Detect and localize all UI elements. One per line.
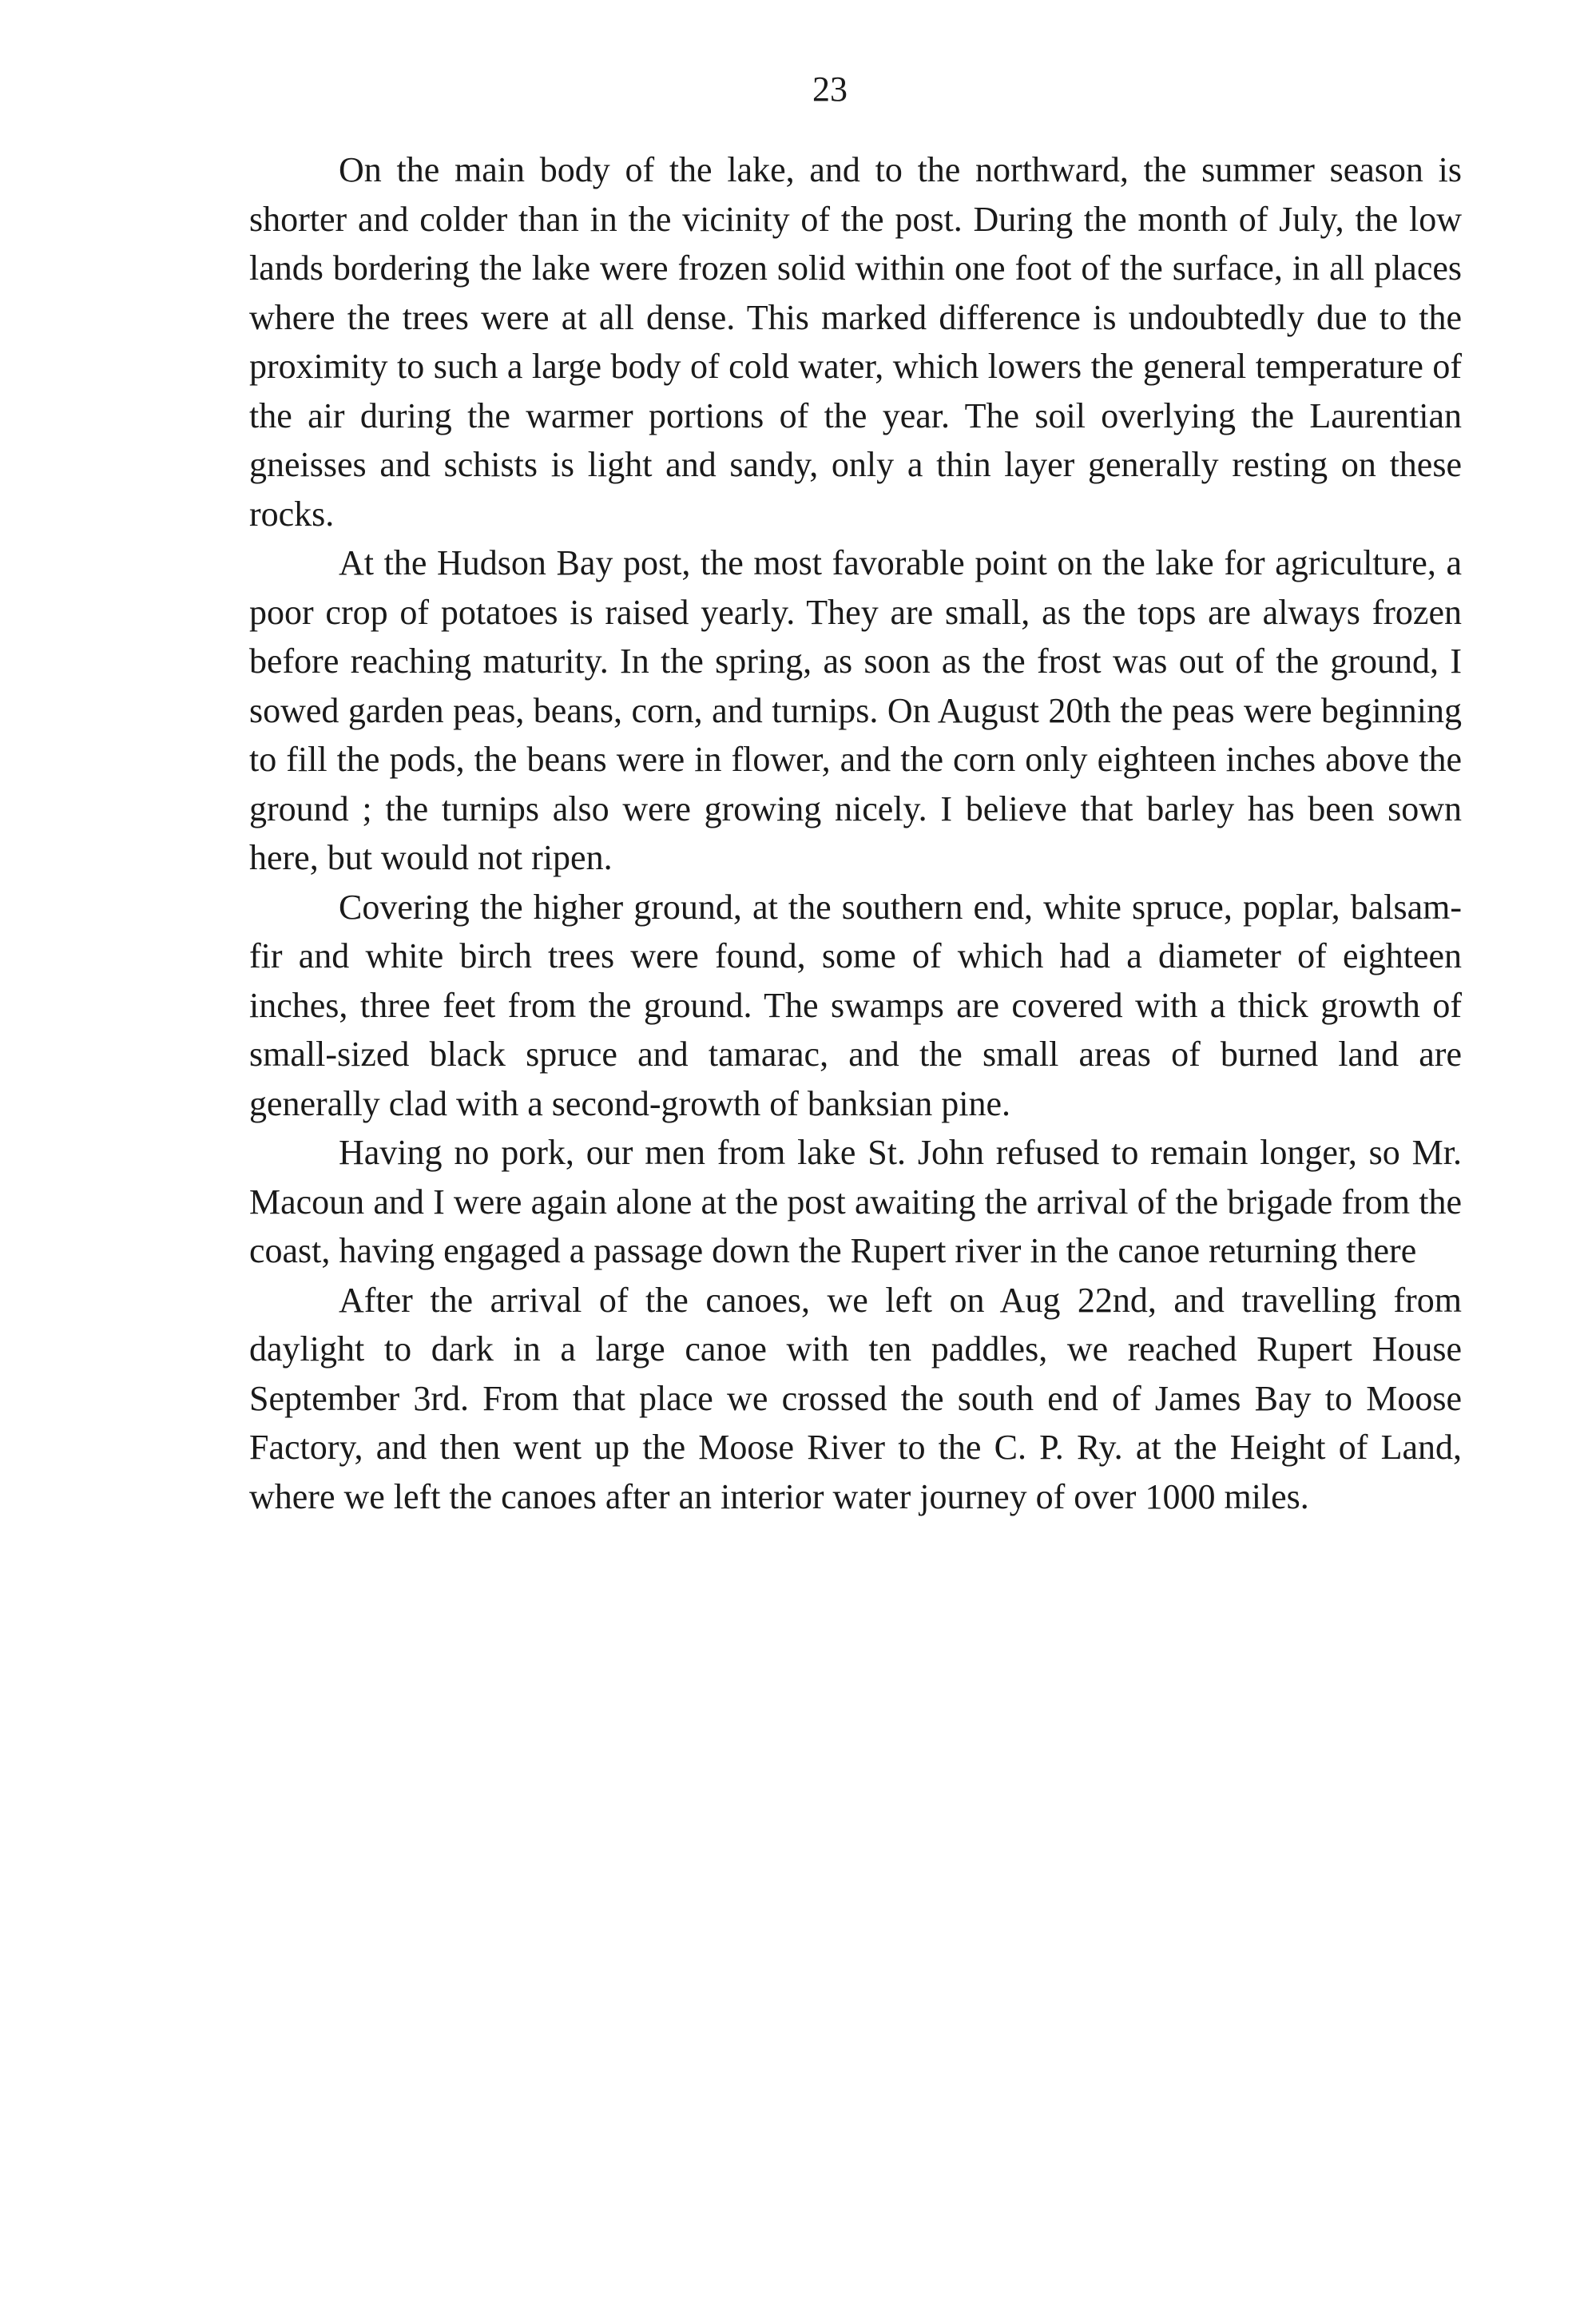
- paragraph-trees: Covering the higher ground, at the southern end, white spruce, poplar, balsam-fir and white birch trees were found, some of which had a diameter of eighteen inches, three feet from the ground. The swamps are covered with a thick growth of small-sized black spruce and tamarac, and the small areas of burned land are generally clad with a second-growth of banksian pine.: [249, 887, 1462, 1123]
- paragraph-journey: After the arrival of the canoes, we left on Aug 22nd, and travelling from daylight to dark in a large canoe with ten paddles, we reached Rupert House September 3rd. From that place we crossed the south end of James Bay to Moose Factory, and then went up the Moose River to the C. P. Ry. at the Height of Land, where we left the canoes after an interior water journey of over 1000 miles.: [249, 1280, 1462, 1516]
- paragraph-summer-season: On the main body of the lake, and to the northward, the summer season is shorter and colder than in the vicinity of the post. During the month of July, the low lands bordering the lake were frozen solid within one foot of the surface, in all places where the trees were at all dense. This marked difference is undoubtedly due to the proximity to such a large body of cold water, which lowers the general temperature of the air during the warmer portions of the year. The soil overlying the Laurentian gneisses and schists is light and sandy, only a thin layer generally resting on these rocks.: [249, 150, 1462, 534]
- paragraph-departure: Having no pork, our men from lake St. John refused to remain longer, so Mr. Macoun and I were again alone at the post awaiting the arrival of the brigade from the coast, having engaged a passage down the Rupert river in the canoe returning there: [249, 1133, 1462, 1270]
- paragraph-agriculture: At the Hudson Bay post, the most favorable point on the lake for agriculture, a poor crop of potatoes is raised yearly. They are small, as the tops are always frozen before reaching maturity. In the spring, as soon as the frost was out of the ground, I sowed garden peas, beans, corn, and turnips. On August 20th the peas were beginning to fill the pods, the beans were in flower, and the corn only eighteen inches above the ground ; the turnips also were growing nicely. I believe that barley has been sown here, but would not ripen.: [249, 543, 1462, 877]
- page-number: 23: [812, 70, 848, 109]
- body-text: [249, 145, 1462, 1521]
